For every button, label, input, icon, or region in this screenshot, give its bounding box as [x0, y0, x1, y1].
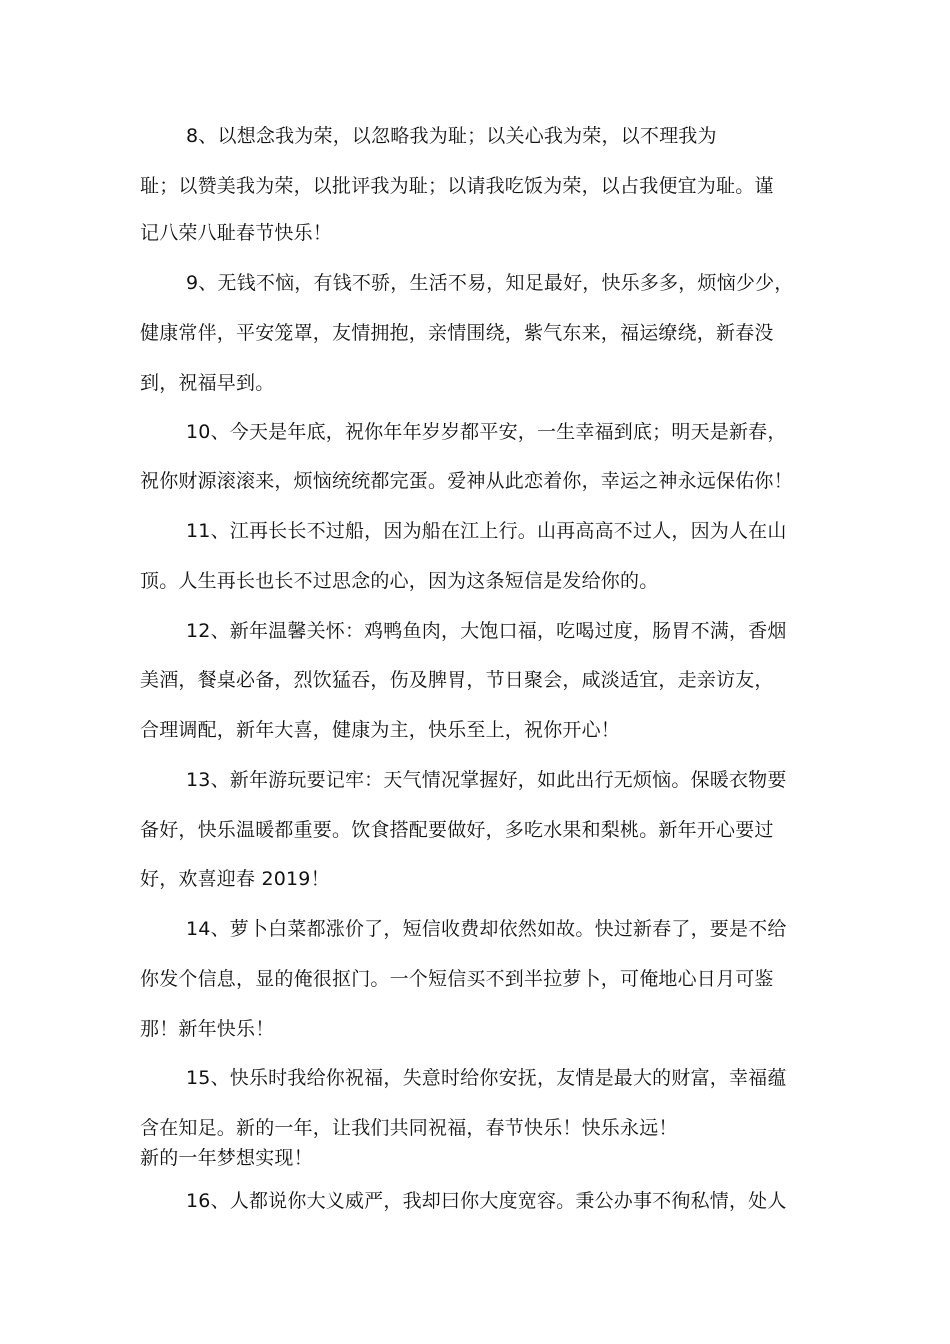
paragraph-8-line-3: 记八荣八耻春节快乐！	[140, 222, 333, 244]
paragraph-15-line-2: 含在知足。新的一年，让我们共同祝福，春节快乐！快乐永远！	[140, 1117, 678, 1139]
paragraph-14-line-1: 14、萝卜白菜都涨价了，短信收费却依然如故。快过新春了，要是不给	[186, 918, 787, 940]
paragraph-9-line-2: 健康常伴，平安笼罩，友情拥抱，亲情围绕，紫气东来，福运缭绕，新春没	[140, 322, 774, 344]
paragraph-10-line-1: 10、今天是年底，祝你年年岁岁都平安，一生幸福到底；明天是新春，	[186, 421, 787, 443]
paragraph-12-line-3: 合理调配，新年大喜，健康为主，快乐至上，祝你开心！	[140, 719, 621, 741]
paragraph-9-line-3: 到，祝福早到。	[140, 372, 275, 394]
paragraph-10-line-2: 祝你财源滚滚来，烦恼统统都完蛋。爱神从此恋着你，幸运之神永远保佑你！	[140, 470, 793, 492]
paragraph-8-line-2: 耻；以赞美我为荣，以批评我为耻；以请我吃饭为荣，以占我便宜为耻。谨	[140, 175, 774, 197]
paragraph-13-line-1: 13、新年游玩要记牢：天气情况掌握好，如此出行无烦恼。保暖衣物要	[186, 769, 787, 791]
paragraph-12-line-2: 美酒，餐桌必备，烈饮猛吞，伤及脾胃，节日聚会，咸淡适宜，走亲访友，	[140, 669, 774, 691]
paragraph-14-line-3: 那！新年快乐！	[140, 1018, 275, 1040]
paragraph-13-line-2: 备好，快乐温暖都重要。饮食搭配要做好，多吃水果和梨桃。新年开心要过	[140, 819, 774, 841]
paragraph-12-line-1: 12、新年温馨关怀：鸡鸭鱼肉，大饱口福，吃喝过度，肠胃不满，香烟	[186, 620, 787, 642]
paragraph-11-line-2: 顶。人生再长也长不过思念的心，因为这条短信是发给你的。	[140, 570, 659, 592]
paragraph-8-line-1: 8、以想念我为荣，以忽略我为耻；以关心我为荣，以不理我为	[186, 125, 717, 147]
paragraph-15-line-3: 新的一年梦想实现！	[140, 1147, 313, 1169]
paragraph-9-line-1: 9、无钱不恼，有钱不骄，生活不易，知足最好，快乐多多，烦恼少少，	[186, 272, 794, 294]
paragraph-11-line-1: 11、江再长长不过船，因为船在江上行。山再高高不过人，因为人在山	[186, 520, 787, 542]
paragraph-14-line-2: 你发个信息，显的俺很抠门。一个短信买不到半拉萝卜，可俺地心日月可鉴	[140, 968, 774, 990]
paragraph-16-line-1: 16、人都说你大义威严，我却曰你大度宽容。秉公办事不徇私情，处人	[186, 1190, 787, 1212]
paragraph-15-line-1: 15、快乐时我给你祝福，失意时给你安抚，友情是最大的财富，幸福蕴	[186, 1067, 787, 1089]
paragraph-13-line-3: 好，欢喜迎春 2019！	[140, 868, 330, 890]
